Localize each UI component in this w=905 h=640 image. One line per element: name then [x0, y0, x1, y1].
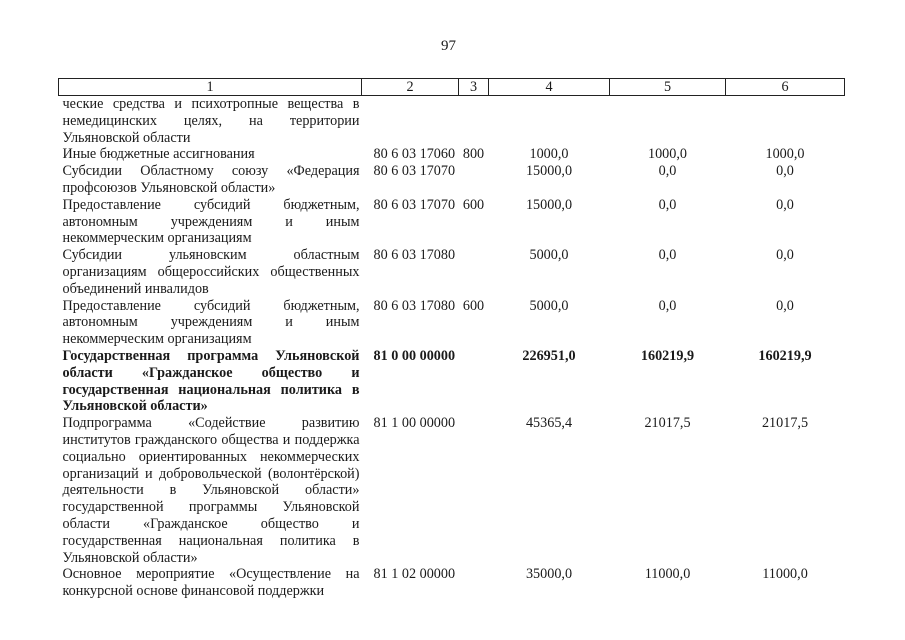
- expense-type-code: [459, 566, 489, 600]
- amount-col5: 1000,0: [647, 146, 687, 163]
- row-description: Иные бюджетные ассигнования: [62, 146, 255, 163]
- amount-col5: 0,0: [658, 163, 677, 180]
- amount-col5: 0,0: [658, 297, 677, 314]
- target-article-code: 80 6 03 17070: [373, 163, 456, 180]
- table-row: [59, 415, 845, 566]
- row-description: Субсидии ульяновским областным организациям общероссийских общественных объединений инвалидов: [62, 247, 360, 297]
- expense-type-code: 800: [462, 146, 485, 163]
- amount-col6: 11000,0: [762, 566, 808, 583]
- expense-type-code: [459, 247, 489, 297]
- table-header-row: [59, 79, 845, 96]
- table-row: [59, 197, 845, 247]
- amount-col4: 5000,0: [529, 297, 569, 314]
- target-article-code: 80 6 03 17080: [373, 247, 456, 264]
- amount-col6: 0,0: [776, 196, 794, 213]
- row-description: Предоставление субсидий бюджетным, автономным учреждениям и иным некоммерческим организациям: [62, 196, 360, 247]
- amount-col4: 15000,0: [525, 163, 573, 180]
- amount-col4: 45365,4: [525, 415, 573, 432]
- budget-table: [58, 78, 845, 600]
- amount-col6: 0,0: [776, 163, 794, 180]
- row-description: ческие средства и психотропные вещества в немедицинских целях, на территории Ульяновской области: [62, 96, 360, 146]
- column-header: 3: [459, 79, 489, 96]
- expense-type-code: [459, 96, 489, 147]
- amount-col4: 5000,0: [529, 247, 569, 264]
- page-number-text: 97: [441, 38, 456, 54]
- expense-type-code: [459, 163, 489, 197]
- table-body: [59, 96, 845, 600]
- row-description: Основное мероприятие «Осуществление на конкурсной основе финансовой поддержки: [62, 566, 360, 600]
- target-article-code: 81 1 00 00000: [373, 415, 456, 432]
- table-row: [59, 348, 845, 415]
- target-article-code: 81 1 02 00000: [373, 566, 456, 583]
- table-row: [59, 298, 845, 348]
- column-header: 2: [362, 79, 459, 96]
- column-header: 1: [59, 79, 362, 96]
- target-article-code: 80 6 03 17060: [373, 146, 456, 163]
- table-row: [59, 566, 845, 600]
- amount-col4: 35000,0: [525, 566, 573, 583]
- expense-type-code: [459, 348, 489, 415]
- table-row: [59, 146, 845, 163]
- expense-type-code: [459, 415, 489, 566]
- column-header: 6: [726, 79, 845, 96]
- target-article-code: 80 6 03 17080: [373, 297, 456, 314]
- amount-col6: [726, 96, 845, 147]
- row-description: Подпрограмма «Содействие развитию институтов гражданского общества и поддержка социально ориентированных некоммерческих организаций и добровольческой (волонтёрской) деятельности в Ульяновской области» государственной программы Ульяновской области «Гражданское общество и государственная национальная политика в Ульяновской области»: [62, 415, 360, 566]
- column-header: 4: [489, 79, 610, 96]
- target-article-code: [362, 96, 459, 147]
- amount-col5: 11000,0: [644, 566, 691, 583]
- column-header: 5: [610, 79, 726, 96]
- row-description: Субсидии Областному союзу «Федерация профсоюзов Ульяновской области»: [62, 163, 360, 196]
- target-article-code: 80 6 03 17070: [373, 196, 456, 213]
- expense-type-code: 600: [462, 196, 485, 213]
- amount-col6: 0,0: [776, 247, 794, 264]
- target-article-code: 81 0 00 00000: [373, 347, 456, 364]
- amount-col5: 160219,9: [640, 347, 695, 364]
- row-description: Предоставление субсидий бюджетным, автономным учреждениям и иным некоммерческим организациям: [62, 297, 360, 348]
- table-row: [59, 96, 845, 147]
- table-row: [59, 247, 845, 297]
- amount-col5: [610, 96, 726, 147]
- amount-col6: 1000,0: [765, 146, 805, 163]
- amount-col4: 1000,0: [529, 146, 569, 163]
- amount-col4: [489, 96, 610, 147]
- amount-col6: 21017,5: [761, 415, 809, 432]
- amount-col6: 0,0: [776, 297, 794, 314]
- amount-col4: 15000,0: [525, 196, 573, 213]
- table-row: [59, 163, 845, 197]
- amount-col5: 0,0: [658, 247, 677, 264]
- amount-col5: 0,0: [658, 196, 677, 213]
- amount-col6: 160219,9: [758, 347, 812, 364]
- amount-col4: 226951,0: [522, 347, 576, 364]
- expense-type-code: 600: [462, 297, 485, 314]
- amount-col5: 21017,5: [644, 415, 691, 432]
- row-description: Государственная программа Ульяновской области «Гражданское общество и государственная национальная политика в Ульяновской области»: [62, 347, 360, 415]
